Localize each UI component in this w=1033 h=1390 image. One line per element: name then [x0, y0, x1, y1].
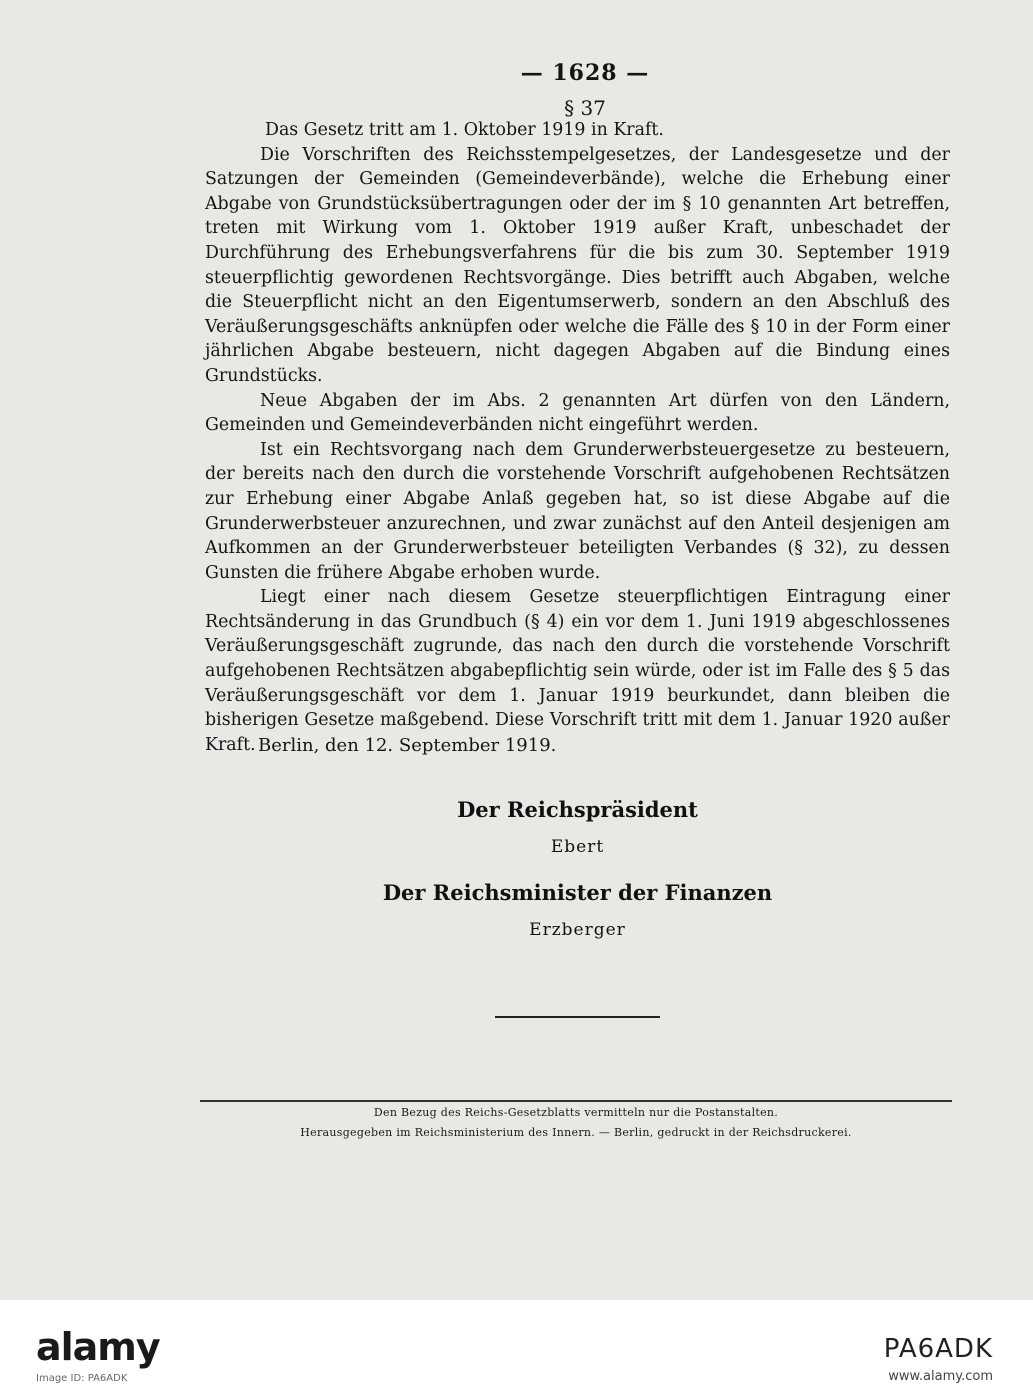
footer-rule — [200, 1100, 952, 1102]
stock-site: www.alamy.com — [888, 1369, 993, 1384]
paragraph-2: Die Vorschriften des Reichsstempelgesetzes, der Landesgesetze und der Satzungen der Gemeinden (Gemeindeverbände), welche die Erhebung einer Abgabe von Grundstücksübertragungen oder der im § 10 genannten Art betreffen, treten mit Wirkung vom 1. Oktober 1919 außer Kraft, unbeschadet der Durchführung des Erhebungsverfahrens für die bis zum 30. September 1919 steuerpflichtig gewordenen Rechtsvorgänge. Dies betrifft auch Abgaben, welche die Steuerpflicht nicht an den Eigentumserwerb, sondern an den Abschluß des Veräußerungsgeschäfts anknüpfen oder welche die Fälle des § 10 in der Form einer jährlichen Abgabe besteuern, nicht dagegen Abgaben auf die Bindung eines Grundstücks. — [205, 144, 950, 386]
section-heading: § 37 — [564, 96, 606, 120]
signatory-minister-title: Der Reichsminister der Finanzen — [382, 880, 773, 905]
page-number: — 1628 — — [520, 60, 650, 86]
stock-image-id: Image ID: PA6ADK — [36, 1373, 128, 1384]
paragraph-3: Neue Abgaben der im Abs. 2 genannten Art dürfen von den Ländern, Gemeinden und Gemeindeverbänden nicht eingeführt werden. — [205, 390, 950, 436]
page-header — [150, 60, 980, 120]
dateline: Berlin, den 12. September 1919. — [258, 735, 557, 756]
stock-logo: alamy — [36, 1325, 160, 1369]
closing-rule — [495, 1016, 660, 1018]
paragraph-4: Ist ein Rechtsvorgang nach dem Grunderwerbsteuergesetze zu besteuern, der bereits nach den durch die vorstehende Vorschrift aufgehobenen Rechtsätzen zur Erhebung einer Abgabe Anlaß gegeben hat, so ist diese Abgabe auf die Grunderwerbsteuer anzurechnen, und zwar zunächst auf den Anteil desjenigen am Aufkommen an der Grunderwerbsteuer beteiligten Verbandes (§ 32), zu dessen Gunsten die frühere Abgabe erhoben wurde. — [205, 439, 950, 583]
law-text — [205, 118, 950, 757]
paragraph-5: Liegt einer nach diesem Gesetze steuerpflichtigen Eintragung einer Rechtsänderung in das Grundbuch (§ 4) ein vor dem 1. Juni 1919 abgeschlossenes Veräußerungsgeschäft zugrunde, das nach den durch die vorstehende Vorschrift aufgehobenen Rechtsätzen abgabepflichtig sein würde, oder ist im Falle des § 5 das Veräußerungsgeschäft vor dem 1. Januar 1919 beurkundet, dann bleiben die bisherigen Gesetze maßgebend. Diese Vorschrift tritt mit dem 1. Januar 1920 außer Kraft. — [205, 587, 950, 755]
footer-line-2: Herausgegeben im Reichsministerium des Innern. — Berlin, gedruckt in der Reichsdruckerei. — [300, 1126, 852, 1139]
signatory-minister-name: Erzberger — [529, 920, 626, 940]
paragraph-1: Das Gesetz tritt am 1. Oktober 1919 in Kraft. — [265, 120, 664, 140]
signatory-president-name: Ebert — [550, 837, 605, 857]
signatory-president-title: Der Reichspräsident — [457, 797, 698, 822]
stock-code: PA6ADK — [883, 1334, 993, 1364]
footer-line-1: Den Bezug des Reichs-Gesetzblatts vermitteln nur die Postanstalten. — [373, 1106, 779, 1119]
